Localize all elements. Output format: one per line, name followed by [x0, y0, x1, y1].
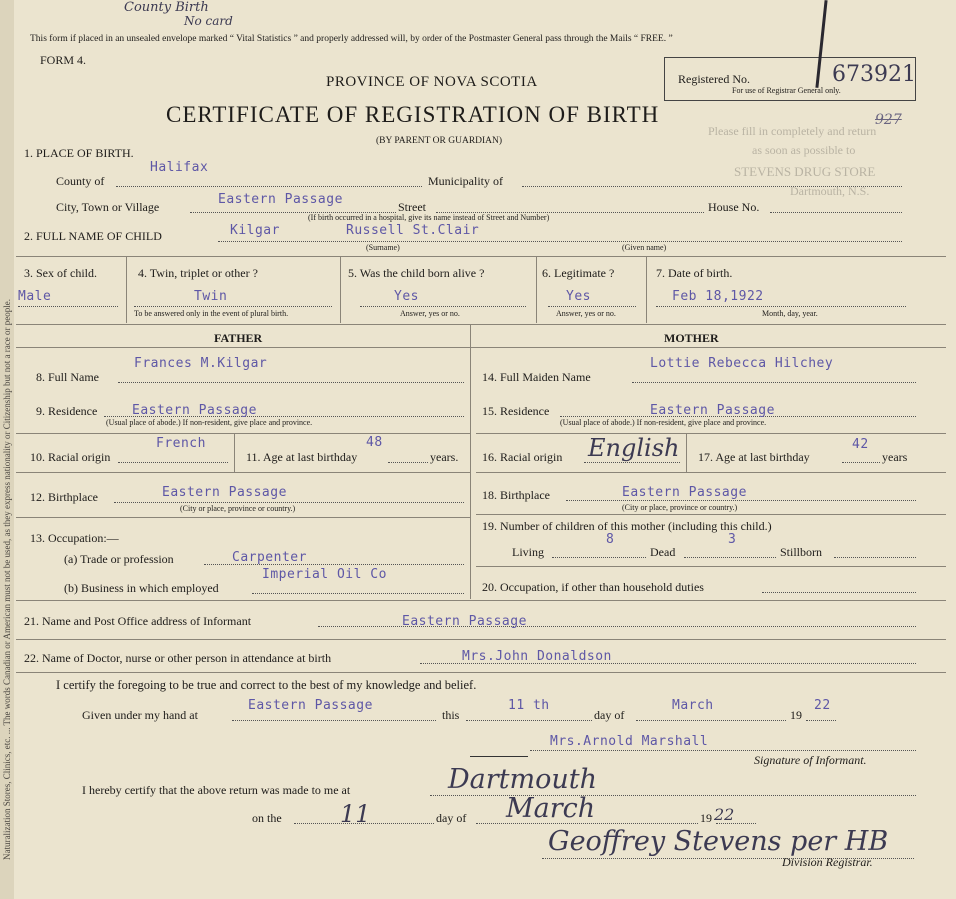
mailing-notice: This form if placed in an unsealed envelope marked “ Vital Statistics ” and properly addressed will, by order of the Postmaster General pass through the Mails “ FREE. ”: [30, 34, 673, 44]
given-under-label: Given under my hand at: [82, 708, 198, 722]
province: PROVINCE OF NOVA SCOTIA: [326, 74, 538, 90]
city-label: City, Town or Village: [56, 200, 160, 214]
father-racial: French: [156, 436, 206, 451]
year-suffix: 22: [814, 698, 831, 713]
registrar-statement: I hereby certify that the above return was made to me at: [82, 783, 351, 797]
stamp-line-2: as soon as possible to: [752, 143, 856, 157]
legitimate-label: 6. Legitimate ?: [542, 266, 615, 280]
trade-label: (a) Trade or profession: [64, 552, 174, 566]
registrar-year-suffix: 22: [714, 805, 735, 824]
alive-value: Yes: [394, 289, 419, 304]
handwritten-note-line1: County Birth: [124, 0, 209, 15]
mother-birthplace-note: (City or place, province or country.): [622, 503, 738, 512]
day-of-label: day of: [594, 708, 625, 722]
father-years: years.: [430, 450, 459, 464]
hospital-note: (If birth occurred in a hospital, give its name instead of Street and Number): [308, 213, 550, 222]
father-birthplace-label: 12. Birthplace: [30, 490, 98, 504]
legitimate-note: Answer, yes or no.: [556, 309, 616, 318]
occupation-label: 13. Occupation:—: [30, 531, 119, 545]
place-of-birth-heading: 1. PLACE OF BIRTH.: [24, 146, 134, 160]
mother-occupation-label: 20. Occupation, if other than household duties: [482, 580, 704, 594]
sex-label: 3. Sex of child.: [24, 266, 97, 280]
registrar-year-prefix: 19: [700, 811, 712, 825]
municipality-label: Municipality of: [428, 174, 503, 188]
registrar-day-of-label: day of: [436, 811, 467, 825]
mother-residence-note: (Usual place of abode.) If non-resident, give place and province.: [560, 418, 767, 427]
business-label: (b) Business in which employed: [64, 581, 219, 595]
city-value: Eastern Passage: [218, 192, 343, 207]
business-value: Imperial Oil Co: [262, 567, 387, 582]
registrar-day: 11: [340, 800, 371, 828]
father-residence: Eastern Passage: [132, 403, 257, 418]
stamp-line-3: STEVENS DRUG STORE: [734, 164, 876, 179]
mother-age-label: 17. Age at last birthday: [698, 450, 810, 464]
alive-note: Answer, yes or no.: [400, 309, 460, 318]
given-place: Eastern Passage: [248, 698, 373, 713]
attendant-label: 22. Name of Doctor, nurse or other person in attendance at birth: [24, 651, 332, 665]
living-label: Living: [512, 545, 544, 559]
left-margin-strip: [0, 0, 14, 899]
mother-birthplace: Eastern Passage: [622, 485, 747, 500]
mother-name: Lottie Rebecca Hilchey: [650, 356, 834, 371]
given-name-caption: (Given name): [622, 243, 667, 252]
registration-number: 673921: [832, 62, 916, 87]
child-given-name: Russell St.Clair: [346, 223, 480, 238]
registration-label: Registered No.: [678, 72, 750, 86]
trade-value: Carpenter: [232, 550, 307, 565]
county-value: Halifax: [150, 160, 209, 175]
father-age-label: 11. Age at last birthday: [246, 450, 358, 464]
on-the-label: on the: [252, 811, 282, 825]
this-label: this: [442, 708, 460, 722]
surname-caption: (Surname): [366, 243, 400, 252]
stamp-line-4: Dartmouth, N.S.: [790, 184, 870, 198]
mother-racial-label: 16. Racial origin: [482, 450, 563, 464]
form-number: FORM 4.: [40, 53, 87, 67]
living-value: 8: [606, 532, 615, 547]
father-residence-label: 9. Residence: [36, 404, 98, 418]
county-label: County of: [56, 174, 105, 188]
mother-residence-label: 15. Residence: [482, 404, 550, 418]
certification-statement: I certify the foregoing to be true and correct to the best of my knowledge and belief.: [56, 678, 477, 692]
registrar-signature: Geoffrey Stevens per HB: [548, 826, 889, 857]
given-month: March: [672, 698, 714, 713]
mother-heading: MOTHER: [664, 331, 719, 345]
mother-birthplace-label: 18. Birthplace: [482, 488, 550, 502]
stillborn-label: Stillborn: [780, 545, 823, 559]
mother-name-label: 14. Full Maiden Name: [482, 370, 591, 384]
child-surname: Kilgar: [230, 223, 280, 238]
subtitle: (BY PARENT OR GUARDIAN): [376, 136, 503, 146]
dob-note: Month, day, year.: [762, 309, 818, 318]
dead-label: Dead: [650, 545, 676, 559]
given-day: 11 th: [508, 698, 550, 713]
registrar-month: March: [506, 793, 596, 824]
children-count-label: 19. Number of children of this mother (including this child.): [482, 519, 772, 533]
father-name-label: 8. Full Name: [36, 370, 99, 384]
twin-value: Twin: [194, 289, 228, 304]
informant-value: Eastern Passage: [402, 614, 527, 629]
child-name-label: 2. FULL NAME OF CHILD: [24, 229, 162, 243]
page-title: CERTIFICATE OF REGISTRATION OF BIRTH: [166, 102, 660, 127]
father-age: 48: [366, 435, 383, 450]
father-birthplace-note: (City or place, province or country.): [180, 504, 296, 513]
street-label: Street: [398, 200, 426, 214]
registration-sublabel: For use of Registrar General only.: [732, 86, 841, 95]
handwritten-note-line2: No card: [184, 14, 233, 28]
registrar-caption: Division Registrar.: [782, 855, 873, 869]
father-birthplace: Eastern Passage: [162, 485, 287, 500]
mother-residence: Eastern Passage: [650, 403, 775, 418]
informant-label: 21. Name and Post Office address of Informant: [24, 614, 252, 628]
year-prefix: 19: [790, 708, 802, 722]
margin-note: Naturalization Stores, Clinics, etc. ... The words Canadian or American must not be used, as they express nationality or Citizenship but not a race or people.: [2, 299, 12, 860]
alive-label: 5. Was the child born alive ?: [348, 266, 485, 280]
stamp-line-1: Please fill in completely and return: [708, 124, 877, 138]
twin-note: To be answered only in the event of plural birth.: [134, 309, 289, 318]
house-number-label: House No.: [708, 200, 760, 214]
mother-age: 42: [852, 437, 869, 452]
attendant-value: Mrs.John Donaldson: [462, 649, 612, 664]
father-residence-note: (Usual place of abode.) If non-resident, give place and province.: [106, 418, 313, 427]
father-heading: FATHER: [214, 331, 263, 345]
form-code: 927: [875, 112, 902, 128]
dead-value: 3: [728, 532, 737, 547]
sex-value: Male: [18, 289, 52, 304]
twin-label: 4. Twin, triplet or other ?: [138, 266, 258, 280]
father-name: Frances M.Kilgar: [134, 356, 268, 371]
mother-years: years: [882, 450, 908, 464]
informant-signature: Mrs.Arnold Marshall: [550, 734, 709, 749]
registrar-place: Dartmouth: [448, 764, 597, 795]
dob-label: 7. Date of birth.: [656, 266, 733, 280]
legitimate-value: Yes: [566, 289, 591, 304]
informant-signature-caption: Signature of Informant.: [754, 753, 867, 767]
dob-value: Feb 18,1922: [672, 289, 764, 304]
mother-racial: English: [588, 434, 680, 462]
father-racial-label: 10. Racial origin: [30, 450, 111, 464]
